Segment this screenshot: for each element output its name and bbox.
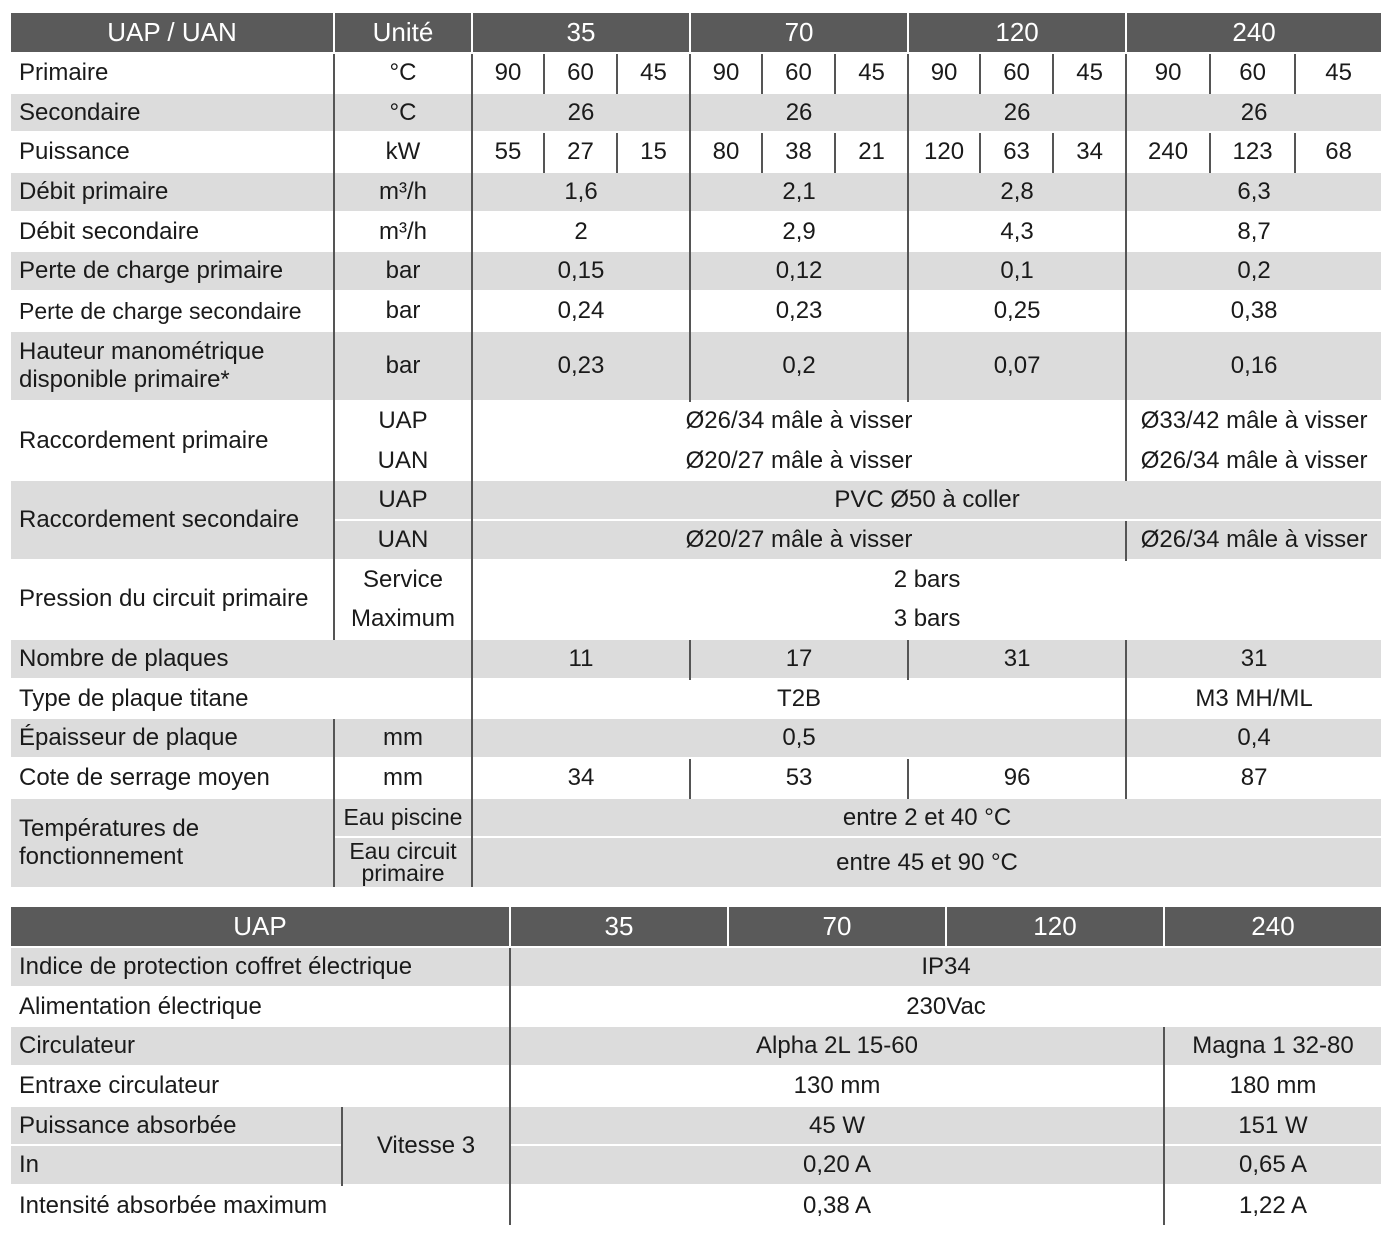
table-cell: 60 (544, 53, 617, 93)
row-sublabel: UAP (334, 401, 472, 441)
row-label: Alimentation électrique (11, 987, 510, 1027)
table-cell: 63 (980, 132, 1053, 172)
row-label: Type de plaque titane (11, 679, 472, 719)
table-cell: 26 (908, 93, 1126, 133)
table-cell: Alpha 2L 15-60 (510, 1026, 1164, 1066)
table-row (11, 1185, 1381, 1225)
table-cell: 53 (690, 758, 908, 798)
table-cell: 3 bars (472, 599, 1381, 639)
table-cell: 96 (908, 758, 1126, 798)
table-cell: 15 (617, 132, 690, 172)
row-unit: mm (334, 718, 472, 758)
table-cell: 26 (472, 93, 690, 133)
table-cell: Ø20/27 mâle à visser (472, 520, 1126, 560)
row-label: Débit primaire (11, 172, 334, 212)
table-cell: entre 45 et 90 °C (472, 837, 1381, 887)
table-cell: 38 (762, 132, 835, 172)
table-row (11, 560, 1381, 600)
table-cell: PVC Ø50 à coller (472, 480, 1381, 520)
table-cell: 21 (835, 132, 908, 172)
table-row (11, 172, 1381, 212)
table-cell: 230Vac (510, 987, 1381, 1027)
table-row (11, 331, 1381, 401)
table-cell: 26 (690, 93, 908, 133)
table-cell: 60 (1210, 53, 1295, 93)
table-cell: 0,20 A (510, 1145, 1164, 1185)
row-label: Nombre de plaques (11, 639, 472, 679)
table-cell: 1,22 A (1164, 1185, 1381, 1225)
table-cell: 0,4 (1126, 718, 1381, 758)
table-cell: 0,15 (472, 251, 690, 291)
table-header-row (11, 13, 1381, 53)
row-label: Raccordement secondaire (11, 480, 334, 559)
header-model: 120 (946, 907, 1164, 947)
header-label: UAP (11, 907, 510, 947)
table-cell: Magna 1 32-80 (1164, 1026, 1381, 1066)
row-label: Débit secondaire (11, 212, 334, 252)
table-cell: 2,9 (690, 212, 908, 252)
table-cell: T2B (472, 679, 1126, 719)
table-cell: 80 (690, 132, 762, 172)
table-cell: 123 (1210, 132, 1295, 172)
table-cell: 31 (908, 639, 1126, 679)
table-cell: 0,2 (690, 331, 908, 401)
table-cell: 2,8 (908, 172, 1126, 212)
row-label: Raccordement primaire (11, 401, 334, 480)
table-cell: 130 mm (510, 1066, 1164, 1106)
table-cell: 0,23 (472, 331, 690, 401)
table-cell: 90 (472, 53, 544, 93)
table-cell: 90 (908, 53, 980, 93)
table-cell: 0,07 (908, 331, 1126, 401)
row-unit: °C (334, 93, 472, 133)
table-cell: 87 (1126, 758, 1381, 798)
table-cell: 90 (690, 53, 762, 93)
table-cell: 0,2 (1126, 251, 1381, 291)
table-cell: 34 (472, 758, 690, 798)
table-cell: M3 MH/ML (1126, 679, 1381, 719)
table-cell: 2,1 (690, 172, 908, 212)
table-cell: 45 W (510, 1106, 1164, 1146)
row-unit: bar (334, 331, 472, 401)
table-cell: 4,3 (908, 212, 1126, 252)
table-cell: 27 (544, 132, 617, 172)
table-cell: 0,16 (1126, 331, 1381, 401)
row-label: Épaisseur de plaque (11, 718, 334, 758)
table-header-row (11, 907, 1381, 947)
row-unit: mm (334, 758, 472, 798)
row-label: Circulateur (11, 1026, 510, 1066)
row-unit: m³/h (334, 172, 472, 212)
row-unit: kW (334, 132, 472, 172)
header-label: UAP / UAN (11, 13, 334, 53)
table-cell: 0,23 (690, 291, 908, 331)
table-cell: 11 (472, 639, 690, 679)
table-cell: 60 (980, 53, 1053, 93)
header-model: 35 (510, 907, 728, 947)
table-row (11, 718, 1381, 758)
table-cell: 0,38 (1126, 291, 1381, 331)
header-model: 120 (908, 13, 1126, 53)
table-row (11, 53, 1381, 93)
table-cell: 6,3 (1126, 172, 1381, 212)
table-cell: Ø26/34 mâle à visser (1126, 520, 1381, 560)
table-cell: 45 (617, 53, 690, 93)
table-cell: 17 (690, 639, 908, 679)
table-cell: 45 (835, 53, 908, 93)
table-cell: entre 2 et 40 °C (472, 798, 1381, 838)
table-cell: 8,7 (1126, 212, 1381, 252)
row-sublabel: UAP (334, 480, 472, 520)
table-row (11, 1066, 1381, 1106)
vitesse-label: Vitesse 3 (342, 1106, 510, 1185)
table-row (11, 758, 1381, 798)
table-cell: 34 (1053, 132, 1126, 172)
header-model: 240 (1164, 907, 1381, 947)
table-cell: 0,24 (472, 291, 690, 331)
header-model: 70 (728, 907, 946, 947)
table-cell: 45 (1053, 53, 1126, 93)
row-sublabel: UAN (334, 520, 472, 560)
table-cell: 1,6 (472, 172, 690, 212)
row-label: Puissance absorbée (11, 1106, 342, 1146)
row-label: Perte de charge primaire (11, 251, 334, 291)
table-row (11, 291, 1381, 331)
row-unit: bar (334, 251, 472, 291)
header-model: 240 (1126, 13, 1381, 53)
row-label: Cote de serrage moyen (11, 758, 334, 798)
table-cell: IP34 (510, 947, 1381, 987)
table-cell: 45 (1295, 53, 1381, 93)
header-model: 35 (472, 13, 690, 53)
table-row (11, 798, 1381, 838)
row-label: Secondaire (11, 93, 334, 133)
table-cell: 60 (762, 53, 835, 93)
table-cell: 0,38 A (510, 1185, 1164, 1225)
row-label: Températures de fonctionnement (11, 798, 334, 888)
row-sublabel: Maximum (334, 599, 472, 639)
row-label: Puissance (11, 132, 334, 172)
row-sublabel: Eau piscine (334, 798, 472, 838)
table-cell: 0,65 A (1164, 1145, 1381, 1185)
row-label: Intensité absorbée maximum (11, 1185, 510, 1225)
table-cell: 68 (1295, 132, 1381, 172)
table-cell: Ø33/42 mâle à visser (1126, 401, 1381, 441)
row-label: Pression du circuit primaire (11, 560, 334, 639)
table-cell: Ø26/34 mâle à visser (472, 401, 1126, 441)
table-cell: 0,25 (908, 291, 1126, 331)
row-label: Primaire (11, 53, 334, 93)
table-cell: 2 bars (472, 560, 1381, 600)
table-cell: 90 (1126, 53, 1210, 93)
row-label: Indice de protection coffret électrique (11, 947, 510, 987)
row-sublabel: Service (334, 560, 472, 600)
table-row (11, 947, 1381, 987)
row-label: Perte de charge secondaire (11, 291, 334, 331)
table-cell: Ø26/34 mâle à visser (1126, 441, 1381, 481)
table-row (11, 987, 1381, 1027)
table-cell: 151 W (1164, 1106, 1381, 1146)
row-sublabel: Eau circuit primaire (334, 837, 472, 887)
table-cell: 31 (1126, 639, 1381, 679)
table-row (11, 401, 1381, 441)
table-cell: 0,5 (472, 718, 1126, 758)
electrical-table (11, 907, 1381, 1225)
header-unit: Unité (334, 13, 472, 53)
table-row (11, 251, 1381, 291)
specifications-table (11, 13, 1381, 887)
table-row (11, 1145, 1381, 1185)
table-row (11, 679, 1381, 719)
table-row (11, 480, 1381, 520)
table-cell: 0,1 (908, 251, 1126, 291)
table-row (11, 212, 1381, 252)
row-unit: m³/h (334, 212, 472, 252)
table-cell: 240 (1126, 132, 1210, 172)
row-unit: °C (334, 53, 472, 93)
table-cell: Ø20/27 mâle à visser (472, 441, 1126, 481)
table-row (11, 1026, 1381, 1066)
table-cell: 180 mm (1164, 1066, 1381, 1106)
row-unit: bar (334, 291, 472, 331)
row-sublabel: UAN (334, 441, 472, 481)
table-row (11, 132, 1381, 172)
row-label: In (11, 1145, 342, 1185)
header-model: 70 (690, 13, 908, 53)
table-row (11, 93, 1381, 133)
table-row (11, 1106, 1381, 1146)
table-cell: 120 (908, 132, 980, 172)
table-cell: 26 (1126, 93, 1381, 133)
table-cell: 2 (472, 212, 690, 252)
table-cell: 0,12 (690, 251, 908, 291)
row-label: Entraxe circulateur (11, 1066, 510, 1106)
table-row (11, 639, 1381, 679)
row-label: Hauteur manométrique disponible primaire* (11, 331, 334, 401)
table-cell: 55 (472, 132, 544, 172)
